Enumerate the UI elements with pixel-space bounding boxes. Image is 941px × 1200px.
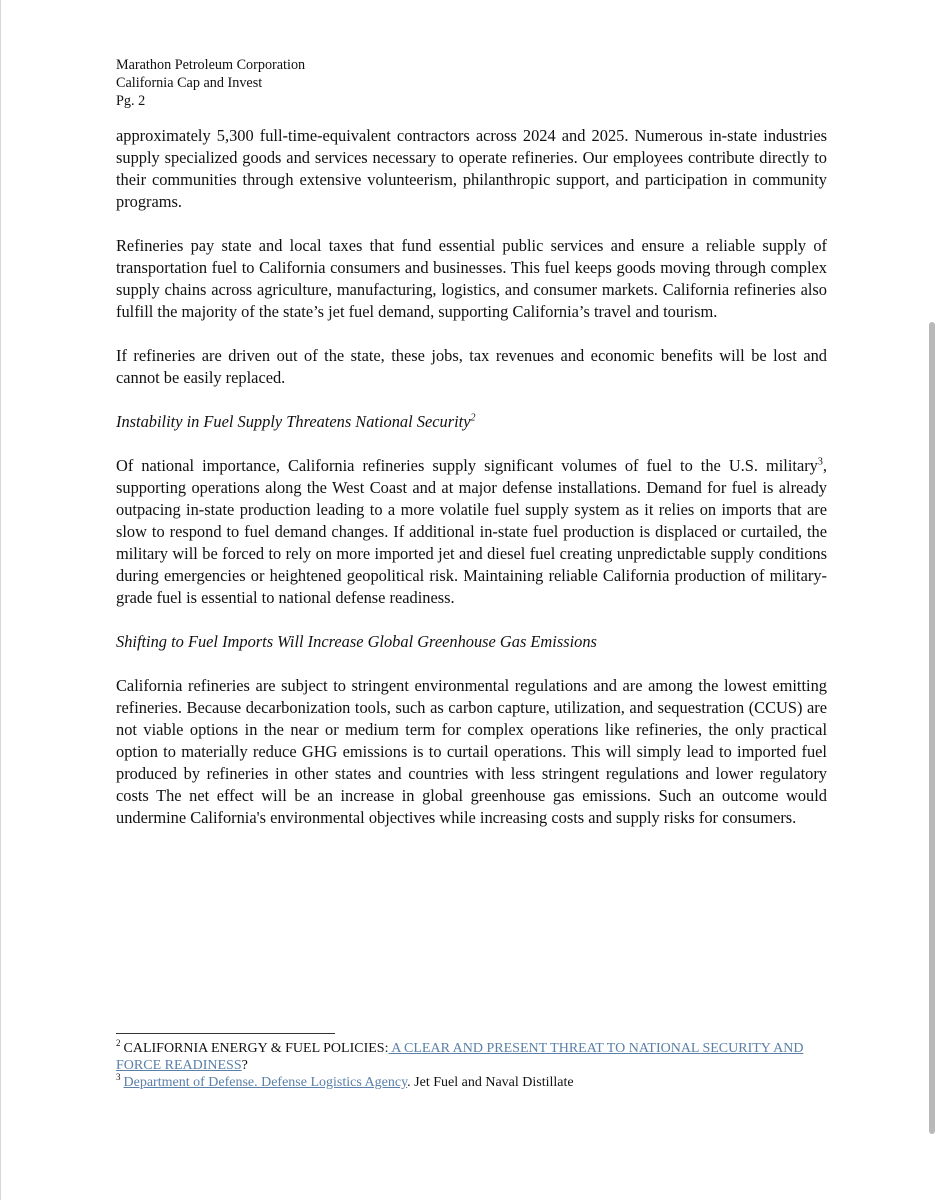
page-number: Pg. 2: [116, 93, 146, 109]
footnote-divider: [116, 1033, 335, 1034]
paragraph-military-start: Of national importance, California refineries supply significant volumes of fuel to the U.S. military: [116, 456, 818, 475]
heading-national-security-text: Instability in Fuel Supply Threatens National Security: [116, 412, 471, 431]
footnote-2-number: 2: [116, 1038, 121, 1049]
heading-national-security: [116, 411, 827, 433]
letterhead: [116, 56, 305, 110]
paragraph-jobs-lost: If refineries are driven out of the state, these jobs, tax revenues and economic benefits will be lost and cannot be easily replaced.: [116, 346, 827, 387]
footnote-3-number: 3: [116, 1072, 121, 1083]
footnote-2-link[interactable]: A CLEAR AND PRESENT THREAT TO NATIONAL SECURITY AND FORCE READINESS: [116, 1041, 804, 1073]
footnote-2: [116, 1040, 827, 1074]
document-subject: California Cap and Invest: [116, 75, 263, 91]
footnotes: [116, 1040, 827, 1091]
paragraph-emissions: California refineries are subject to stringent environmental regulations and are among the lowest emitting refineries. Because decarbonization tools, such as carbon capture, utilization, and sequestration (CCUS) are not viable options in the near or medium term for complex operations like refineries, the only practical option to materially reduce GHG emissions is to curtail operations. This will simply lead to imported fuel produced by refineries in other states and countries with less stringent regulations and lower regulatory costs The net effect will be an increase in global greenhouse gas emissions. Such an outcome would undermine California's environmental objectives while increasing costs and supply risks for consumers.: [116, 676, 827, 827]
footnote-3-link[interactable]: Department of Defense. Defense Logistics Agency: [123, 1075, 408, 1090]
heading-emissions: Shifting to Fuel Imports Will Increase Global Greenhouse Gas Emissions: [116, 632, 597, 651]
footnote-ref-3[interactable]: 3: [817, 456, 823, 468]
footnote-2-prefix: CALIFORNIA ENERGY & FUEL POLICIES:: [123, 1041, 389, 1056]
footnote-3: [116, 1074, 827, 1091]
paragraph-military-rest: , supporting operations along the West Coast and at major defense installations. Demand for fuel is already outpacing in-state production leading to a more volatile fuel supply system as it relies on imports that are slow to respond to fuel demand changes. If additional in-state fuel production is displaced or curtailed, the military will be forced to rely on more imported jet and diesel fuel creating unpredictable supply conditions during emergencies or heightened geopolitical risk. Maintaining reliable California production of military-grade fuel is essential to national defense readiness.: [116, 456, 827, 607]
document-body: [116, 125, 827, 851]
scrollbar-thumb[interactable]: [929, 322, 935, 1134]
paragraph-military: [116, 455, 827, 609]
footnote-3-suffix: . Jet Fuel and Naval Distillate: [407, 1075, 574, 1090]
paragraph-taxes: Refineries pay state and local taxes that fund essential public services and ensure a reliable supply of transportation fuel to California consumers and businesses. This fuel keeps goods moving through complex supply chains across agriculture, manufacturing, logistics, and consumer markets. California refineries also fulfill the majority of the state’s jet fuel demand, supporting California’s travel and tourism.: [116, 236, 827, 321]
footnote-ref-2[interactable]: 2: [470, 412, 476, 424]
footnote-2-suffix: ?: [241, 1058, 248, 1073]
company-name: Marathon Petroleum Corporation: [116, 57, 306, 73]
paragraph-contractors: approximately 5,300 full-time-equivalent contractors across 2024 and 2025. Numerous in-state industries supply specialized goods and services necessary to operate refineries. Our employees contribute directly to their communities through extensive volunteerism, philanthropic support, and participation in community programs.: [116, 126, 827, 211]
scrollbar[interactable]: [929, 0, 939, 1200]
